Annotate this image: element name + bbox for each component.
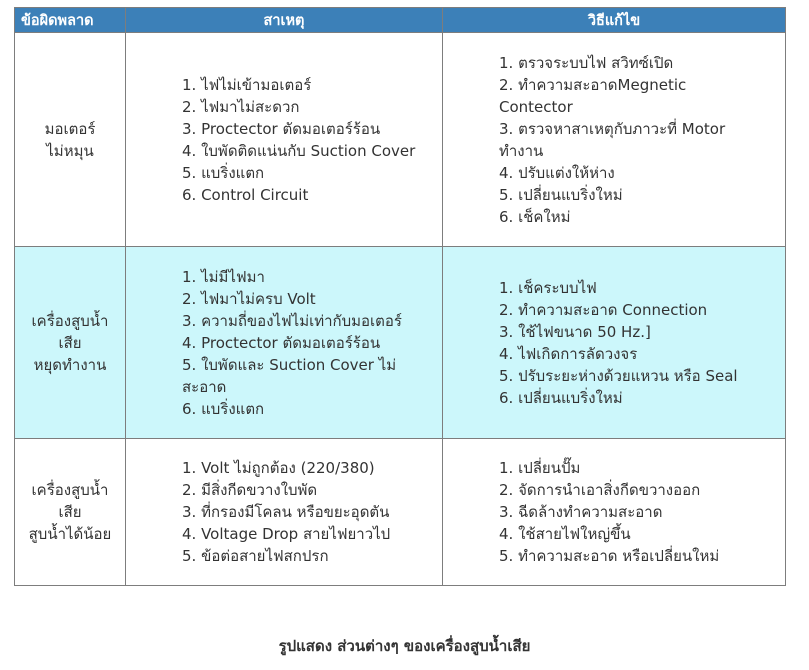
cause-item: 3. ที่กรองมีโคลน หรือขยะอุดตัน — [182, 503, 390, 521]
header-fault: ข้อผิดพลาด — [15, 8, 126, 33]
fault-text: มอเตอร์ — [44, 119, 96, 138]
fault-cell — [15, 247, 126, 439]
cause-item: 4. ใบพัดติดแน่นกับ Suction Cover — [182, 141, 416, 160]
cause-item: 2. มีสิ่งกีดขวางใบพัด — [182, 481, 318, 499]
fault-cell — [15, 33, 126, 247]
solution-item: 4. ไฟเกิดการลัดวงจร — [499, 344, 638, 363]
cause-item: 5. ใบพัดและ Suction Cover ไม่ — [182, 355, 397, 374]
cause-item: 3. ความถี่ของไฟไม่เท่ากับมอเตอร์ — [182, 311, 402, 330]
fault-text: หยุดทำงาน — [33, 355, 107, 374]
header-cause: สาเหตุ — [126, 8, 443, 33]
figure-caption: รูปแสดง ส่วนต่างๆ ของเครื่องสูบน้ำเสีย — [278, 637, 531, 655]
solution-item: 5. ทำความสะอาด หรือเปลี่ยนใหม่ — [499, 547, 720, 565]
solution-item: 6. เปลี่ยนแบริ่งใหม่ — [499, 388, 623, 407]
cause-item: 5. แบริ่งแตก — [182, 163, 265, 182]
solution-cell — [443, 247, 786, 439]
table-row — [15, 33, 786, 247]
cause-item: 4. Proctector ตัดมอเตอร์ร้อน — [182, 333, 381, 352]
cause-item: 2. ไฟมาไม่ครบ Volt — [182, 289, 316, 308]
solution-item: 6. เช็คใหม่ — [499, 207, 571, 226]
fault-text: ไม่หมุน — [46, 141, 94, 160]
cause-item: 4. Voltage Drop สายไฟยาวไป — [182, 525, 391, 543]
solution-item: 5. ปรับระยะห่างด้วยแหวน หรือ Seal — [499, 366, 738, 385]
solution-item: Contector — [499, 97, 573, 116]
cause-item: 1. ไม่มีไฟมา — [182, 267, 265, 286]
solution-cell — [443, 439, 786, 586]
solution-item: 3. ฉีดล้างทำความสะอาด — [499, 503, 663, 521]
cause-item: สะอาด — [182, 377, 227, 396]
table-row — [15, 247, 786, 439]
cause-item: 5. ข้อต่อสายไฟสกปรก — [182, 547, 329, 565]
cause-item: 2. ไฟมาไม่สะดวก — [182, 97, 300, 116]
solution-item: 5. เปลี่ยนแบริ่งใหม่ — [499, 185, 623, 204]
solution-item: 4. ใช้สายไฟใหญ่ขึ้น — [499, 525, 631, 543]
cause-item: 6. Control Circuit — [182, 185, 309, 204]
solution-cell — [443, 33, 786, 247]
cause-cell — [126, 439, 443, 586]
fault-text: เครื่องสูบน้ำ — [31, 481, 109, 499]
solution-item: 2. ทำความสะอาดMegnetic — [499, 75, 687, 94]
solution-item: 2. จัดการนำเอาสิ่งกีดขวางออก — [499, 481, 701, 499]
solution-item: 3. ตรวจหาสาเหตุกับภาวะที่ Motor — [499, 119, 726, 138]
header-solution: วิธีแก้ไข — [443, 8, 786, 33]
fault-text: เครื่องสูบน้ำ — [31, 311, 109, 330]
solution-item: 1. ตรวจระบบไฟ สวิทซ์เปิด — [499, 53, 674, 72]
fault-text: เสีย — [58, 333, 82, 352]
solution-item: 1. เปลี่ยนปั๊ม — [499, 459, 581, 477]
cause-item: 3. Proctector ตัดมอเตอร์ร้อน — [182, 119, 381, 138]
cause-cell — [126, 33, 443, 247]
solution-item: 2. ทำความสะอาด Connection — [499, 300, 708, 319]
solution-item: 4. ปรับแต่งให้ห่าง — [499, 163, 615, 182]
solution-item: 3. ใช้ไฟขนาด 50 Hz.] — [499, 322, 651, 341]
fault-text: สูบน้ำได้น้อย — [28, 525, 112, 543]
table-header-row — [15, 8, 786, 33]
troubleshooting-table — [14, 7, 786, 586]
fault-cell — [15, 439, 126, 586]
cause-item: 1. Volt ไม่ถูกต้อง (220/380) — [182, 459, 375, 477]
solution-item: 1. เช็คระบบไฟ — [499, 278, 597, 297]
cause-cell — [126, 247, 443, 439]
cause-item: 1. ไฟไม่เข้ามอเตอร์ — [182, 75, 312, 94]
table-row — [15, 439, 786, 586]
solution-item: ทำงาน — [499, 141, 544, 160]
cause-item: 6. แบริ่งแตก — [182, 399, 265, 418]
fault-text: เสีย — [58, 503, 82, 521]
